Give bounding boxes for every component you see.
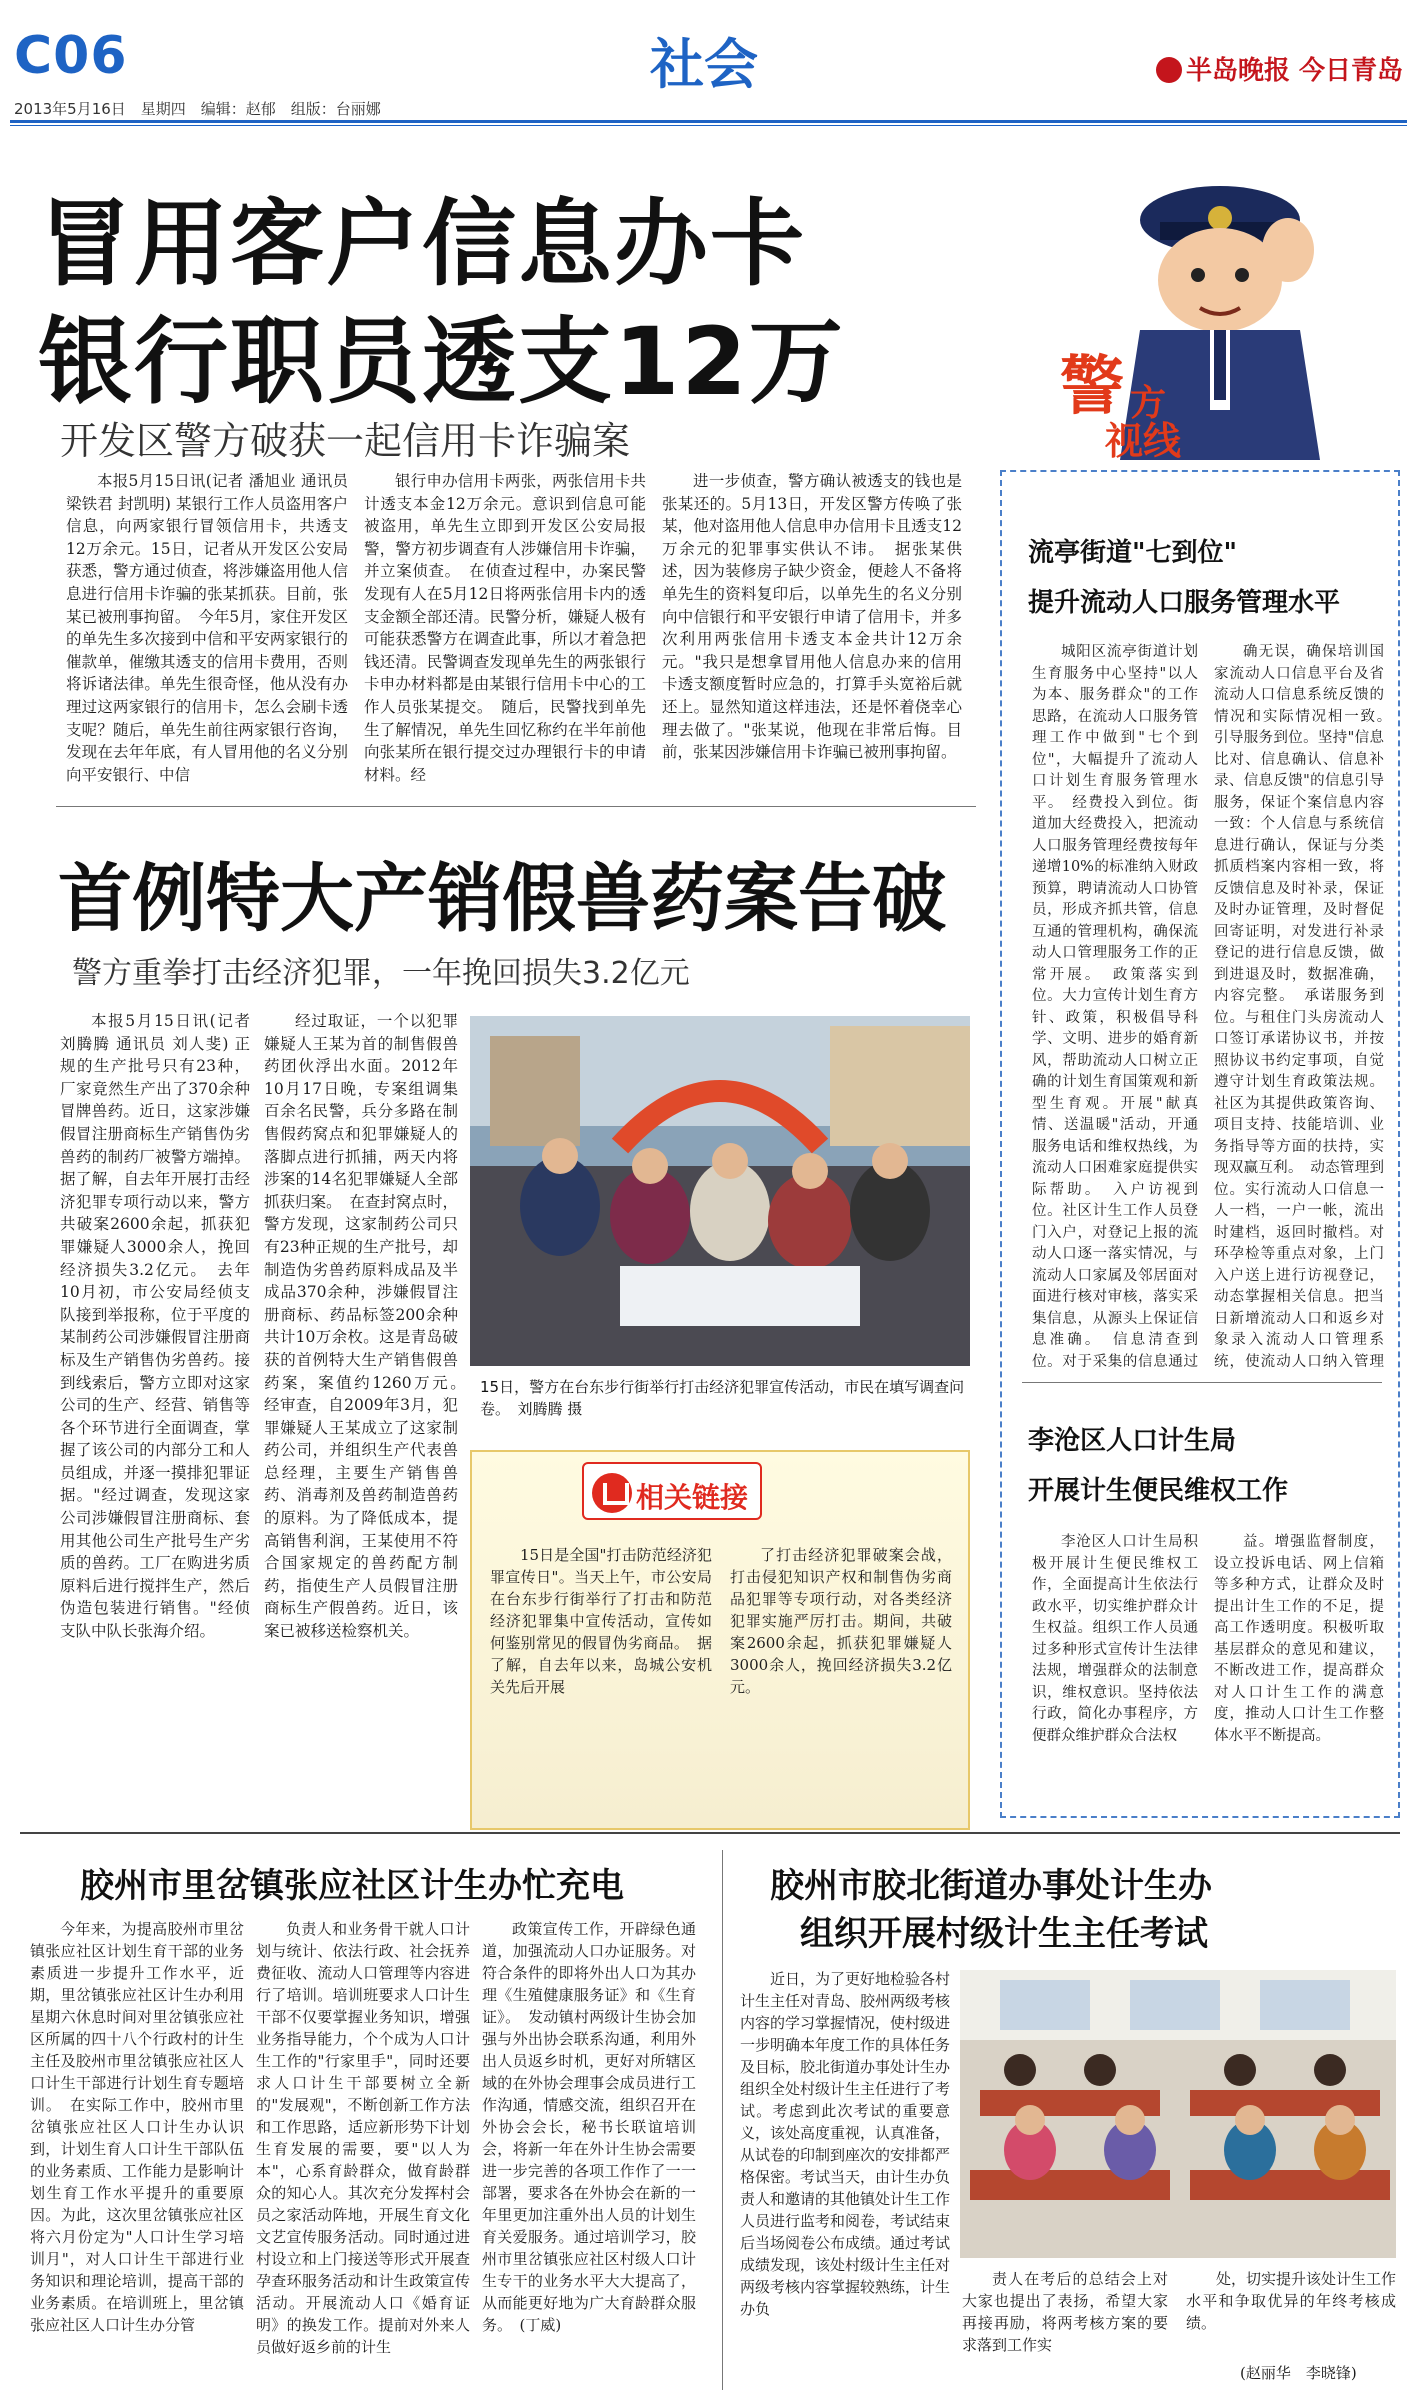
- bottom-left-headline: 胶州市里岔镇张应社区计生办忙充电: [80, 1866, 624, 1906]
- related-column-2: 了打击经济犯罪破案会战，打击侵犯知识产权和制售伪劣商品犯罪等专项行动，对各类经济犯罪实施严厉打击。期间，共破案2600余起，抓获犯罪嫌疑人3000余人，挽回经济损失3.2亿元。: [730, 1546, 952, 1696]
- bottom-right-headline-2: 组织开展村级计生主任考试: [800, 1914, 1208, 1954]
- right1-kicker: 流亭街道"七到位": [1028, 538, 1238, 568]
- bottom-section-divider: [20, 1832, 1400, 1834]
- bottom-left-column-3: 政策宣传工作，开辟绿色通道，加强流动人口办证服务。对符合条件的即将外出人口为其办理《生殖健康服务证》和《生育证》。 发动镇村两级计生协会加强与外出协会联系沟通，利用外出人员返乡时机，更好对所辖区域的在外协会理事会成员进行工作沟通，情感交流，组织召开在外协会会长，秘书长联谊培训会，将新一年在外计生协会需要进一步完善的各项工作作了一一部署，要求各在外协会在新的一年里更加注重外出人员的计划生育关爱服务。通过培训学习，胶州市里岔镇张应社区村级人口计生专干的业务水平大大提高了，从而能更好地为广大育龄群众服务。 (丁威): [482, 1920, 696, 2334]
- police-logo-char1: 警: [1060, 350, 1124, 424]
- article2-column-2: 经过取证，一个以犯罪嫌疑人王某为首的制售假兽药团伙浮出水面。2012年10月17日晚，专案组调集百余名民警，兵分多路在制售假药窝点和犯罪嫌疑人的落脚点进行抓捕，两天内将涉案的14名犯罪嫌疑人全部抓获归案。 在查封窝点时，警方发现，这家制药公司只有23种正规的生产批号，却制造伪劣兽药原料成品及半成品370余种，涉嫌假冒注册商标、药品标签200余种共计10万余枚。这是青岛破获的首例特大生产销售假兽药案，案值约1260万元。 经审查，自2009年3月，犯罪嫌疑人王某成立了这家制药公司，并组织生产代表兽总经理，主要生产销售兽药、消毒剂及兽药制造兽药的原料。为了降低成本，提高销售利润，王某使用不符合国家规定的兽药配方制药，指使生产人员假冒注册商标生产假兽药。近日，该案已被移送检察机关。: [264, 1012, 458, 1641]
- bottom-right-column-1: 近日，为了更好地检验各村计生主任对青岛、胶州两级考核内容的学习掌握情况，使村级进一步明确本年度工作的具体任务及目标，胶北街道办事处计生办组织全处村级计生主任进行了考试。考虑到此次考试的重要意义，该处高度重视，认真准备，从试卷的印制到座次的安排都严格保密。考试当天，由计生办负责人和邀请的其他镇处计生工作人员进行监考和阅卷，考试结束后当场阅卷公布成绩。通过考试成绩发现，该处村级计生主任对两级考核内容掌握较熟练，计生办负: [740, 1970, 950, 2318]
- newspaper-brand: [1156, 50, 1403, 87]
- bottom-right-credit: (赵丽华 李晓锋): [1240, 2364, 1357, 2382]
- bottom-right-column-3: 处，切实提升该处计生工作水平和争取优异的年终考核成绩。: [1186, 2270, 1396, 2332]
- bottom-left-column-2: 负责人和业务骨干就人口计划与统计、依法行政、社会抚养费征收、流动人口管理等内容进行了培训。培训班要求人口计生干部不仅要掌握业务知识，增强业务指导能力，个个成为人口计生工作的"行家里手"，同时还要求人口计生干部要树立全新的"发展观"，不断创新工作方法和工作思路，适应新形势下计划生育发展的需要，要"以人为本"，心系育龄群众，做育龄群众的知心人。其次充分发挥村会员之家活动阵地，开展生育文化文艺宣传服务活动。同时通过进村设立和上门接送等形式开展查孕查环服务活动和计生政策宣传活动。开展流动人口《婚育证明》的换发工作。提前对外来人员做好返乡前的计生: [256, 1920, 470, 2356]
- page-header: [0, 0, 1417, 128]
- related-links-tag: [582, 1462, 762, 1520]
- news-photo-exam-room: [960, 1970, 1396, 2258]
- bottom-right-column-2: 责人在考后的总结会上对大家也提出了表扬，希望大家再接再励，将两考核方案的要求落到工作实: [962, 2270, 1168, 2354]
- article1-column-1: 本报5月15日讯(记者 潘旭业 通讯员 梁铁君 封凯明) 某银行工作人员盗用客户信息，向两家银行冒领信用卡，共透支12万余元。15日，记者从开发区公安局获悉，警方通过侦查，将涉嫌盗用他人信息进行信用卡诈骗的张某抓获。目前，张某已被刑事拘留。 今年5月，家住开发区的单先生多次接到中信和平安两家银行的催款单，催缴其透支的信用卡费用，否则将诉诸法律。单先生很奇怪，他从没有办理过这两家银行的信用卡，怎么会刷卡透支呢？随后，单先生前往两家银行咨询，发现在去年年底，有人冒用他的名义分别向平安银行、中信: [66, 472, 348, 784]
- news-photo-street-campaign: [470, 1016, 970, 1366]
- right1-column-2: 确无误，确保培训国家流动人口信息平台及省流动人口信息系统反馈的情况和实际情况相一致。 引导服务到位。坚持"信息比对、信息确认、信息补录、信息反馈"的信息引导服务，保证个案信息内容一致：个人信息与系统信息进行确认，保证与分类抓质档案内容相一致，将反馈信息及时补录，保证及时办证管理，及时督促回寄证明，对发进行补录登记的进行信息反馈，做到进退及时，数据准确，内容完整。 承诺服务到位。与租住门头房流动人口签订承诺协议书，并按照协议书约定事项，自觉遵守计划生育政策法规。社区为其提供政策咨询、项目支持、技能培训、业务指导等方面的扶持，实现双赢互利。 动态管理到位。实行流动人口信息一人一档，一户一帐，流出时建档，返回时撤档。对环孕检等重点对象，上门入户送上进行访视登记，动态掌握相关信息。把当日新增流动人口和返乡对象录入流动人口管理系统，使流动人口纳入管理: [1214, 644, 1384, 1370]
- right1-column-1: 城阳区流亭街道计划生育服务中心坚持"以人为本、服务群众"的工作思路，在流动人口服务管理工作中做到"七个到位"，大幅提升了流动人口计划生育服务管理水平。 经费投入到位。街道加大经费投入，把流动人口服务管理经费按每年递增10%的标准纳入财政预算，聘请流动人口协管员，形成齐抓共管，信息互通的管理机构，确保流动人口管理服务工作的正常开展。 政策落实到位。大力宣传计划生育方针、政策，积极倡导科学、文明、进步的婚育新风，帮助流动人口树立正确的计划生育国策观和新型生育观。开展"献真情、送温暖"活动，开通服务电话和维权热线，为流动人口困难家庭提供实际帮助。 入户访视到位。社区计生工作人员登门入户，对登记上报的流动人口逐一落实情况，与流动人口家属及邻居面对面进行核对审核，落实采集信息，从源头上保证信息准确。 信息清查到位。对于采集的信息通过: [1032, 644, 1198, 1370]
- bottom-right-headline-1: 胶州市胶北街道办事处计生办: [770, 1866, 1212, 1906]
- link-icon: [592, 1473, 632, 1513]
- right2-column-1: 李沧区人口计生局积极开展计生便民维权工作，全面提高计生依法行政水平，切实维护群众计生权益。组织工作人员通过多种形式宣传计生法律法规，增强群众的法制意识，维权意识。坚持依法行政，简化办事程序，方便群众维护群众合法权: [1032, 1534, 1198, 1744]
- header-divider-thin: [10, 125, 1407, 126]
- right1-title: 提升流动人口服务管理水平: [1028, 588, 1341, 618]
- section-title: 社会: [650, 33, 758, 96]
- article1-headline-1: 冒用客户信息办卡: [38, 190, 807, 299]
- police-mascot: [1050, 160, 1390, 463]
- article1-column-3: 进一步侦查，警方确认被透支的钱也是张某还的。5月13日，开发区警方传唤了张某，他对盗用他人信息申办信用卡且透支12万余元的犯罪事实供认不讳。 据张某供述，因为装修房子缺少资金，便趁人不备将单先生的资料复印后，以单先生的名义分别向中信银行和平安银行申请了信用卡，并多次利用两张信用卡透支本金共计12万余元。"我只是想拿冒用他人信息办来的信用卡透支额度暂时应急的，打算手头宽裕后就还上。显然知道这样违法，还是怀着侥幸心理去做了。"张某说，他现在非常后悔。目前，张某因涉嫌信用卡诈骗已被刑事拘留。: [662, 472, 962, 762]
- police-view-sidebar: [1000, 470, 1400, 1818]
- related-column-1: 15日是全国"打击防范经济犯罪宣传日"。当天上午，市公安局在台东步行街举行了打击和防范经济犯罪集中宣传活动，宣传如何鉴别常见的假冒伪劣商品。 据了解，自去年以来，岛城公安机关先后开展: [490, 1546, 712, 1696]
- right2-title-1: 李沧区人口计生局: [1028, 1426, 1237, 1456]
- brand-name: 半岛晚报 今日青岛: [1185, 56, 1403, 86]
- police-logo-char2: 方: [1130, 383, 1167, 424]
- date-editor-line: 2013年5月16日 星期四 编辑：赵郁 组版：台丽娜: [14, 100, 381, 118]
- right-divider: [1022, 1382, 1382, 1383]
- article2-column-1: 本报5月15日讯(记者 刘腾腾 通讯员 刘人斐) 正规的生产批号只有23种，厂家竟然生产出了370余种冒牌兽药。近日，这家涉嫌假冒注册商标生产销售伪劣兽药的制药厂被警方端掉。据了解，自去年开展打击经济犯罪专项行动以来，警方共破案2600余起，抓获犯罪嫌疑人3000余人，挽回经济损失3.2亿元。 去年10月初，市公安局经侦支队接到举报称，位于平度的某制药公司涉嫌假冒注册商标及生产销售伪劣兽药。接到线索后，警方立即对这家公司的生产、经营、销售等各个环节进行全面调查，掌握了该公司的内部分工和人员组成，并逐一摸排犯罪证据。"经过调查，发现这家公司涉嫌假冒注册商标、套用其他公司生产批号生产劣质的兽药。工厂在购进劣质原料后进行搅拌生产，然后伪造包装进行销售。"经侦支队中队长张海介绍。: [60, 1012, 250, 1641]
- bottom-left-column-1: 今年来，为提高胶州市里岔镇张应社区计划生育干部的业务素质进一步提升工作水平，近期，里岔镇张应社区计生办利用星期六休息时间对里岔镇张应社区所属的四十八个行政村的计生主任及胶州市里岔镇张应社区人口计生干部进行计划生育专题培训。 在实际工作中，胶州市里岔镇张应社区人口计生办认识到，计划生育人口计生干部队伍的业务素质、工作能力是影响计划生育工作水平提升的重要原因。为此，这次里岔镇张应社区将六月份定为"人口计生学习培训月"，对人口计生干部进行业务知识和理论培训，提高干部的业务素质。在培训班上，里岔镇张应社区人口计生办分管: [30, 1920, 244, 2334]
- photo-exam-room-image: [960, 1970, 1396, 2258]
- page-number: C06: [14, 26, 128, 86]
- bottom-column-divider: [722, 1850, 723, 2390]
- photo-street-campaign-image: [470, 1016, 970, 1366]
- article1-column-2: 银行申办信用卡两张，两张信用卡共计透支本金12万余元。意识到信息可能被盗用，单先生立即到开发区公安局报警，警方初步调查有人涉嫌信用卡诈骗，并立案侦查。 在侦查过程中，办案民警发现有人在5月12日将两张信用卡内的透支金额全部还清。民警分析，嫌疑人极有可能获悉警方在调查此事，所以才着急把钱还清。民警调查发现单先生的两张银行卡申办材料都是由某银行信用卡中心的工作人员张某提交。 随后，民警找到单先生了解情况，单先生回忆称约在半年前他向张某所在银行提交过办理银行卡的申请材料。经: [364, 472, 646, 784]
- photo1-caption: 15日，警方在台东步行街举行打击经济犯罪宣传活动，市民在填写调查问卷。 刘腾腾 摄: [480, 1378, 965, 1418]
- related-links-box: [470, 1450, 970, 1830]
- article1-subtitle: 开发区警方破获一起信用卡诈骗案: [60, 419, 631, 463]
- article2-subtitle: 警方重拳打击经济犯罪，一年挽回损失3.2亿元: [72, 956, 690, 991]
- right2-title-2: 开展计生便民维权工作: [1028, 1476, 1289, 1506]
- article-divider: [56, 806, 976, 807]
- related-links-label: 相关链接: [636, 1481, 749, 1514]
- header-divider: [10, 120, 1407, 123]
- police-logo-char3: 视线: [1105, 419, 1182, 463]
- brand-logo-icon: [1156, 57, 1182, 83]
- article1-headline-2: 银行职员透支12万: [38, 308, 845, 417]
- article2-headline: 首例特大产销假兽药案告破: [58, 856, 946, 942]
- right2-column-2: 益。增强监督制度，设立投诉电话、网上信箱等多种方式，让群众及时提出计生工作的不足，提高工作透明度。积极听取基层群众的意见和建议，不断改进工作，提高群众对人口计生工作的满意度，推动人口计生工作整体水平不断提高。: [1214, 1534, 1384, 1744]
